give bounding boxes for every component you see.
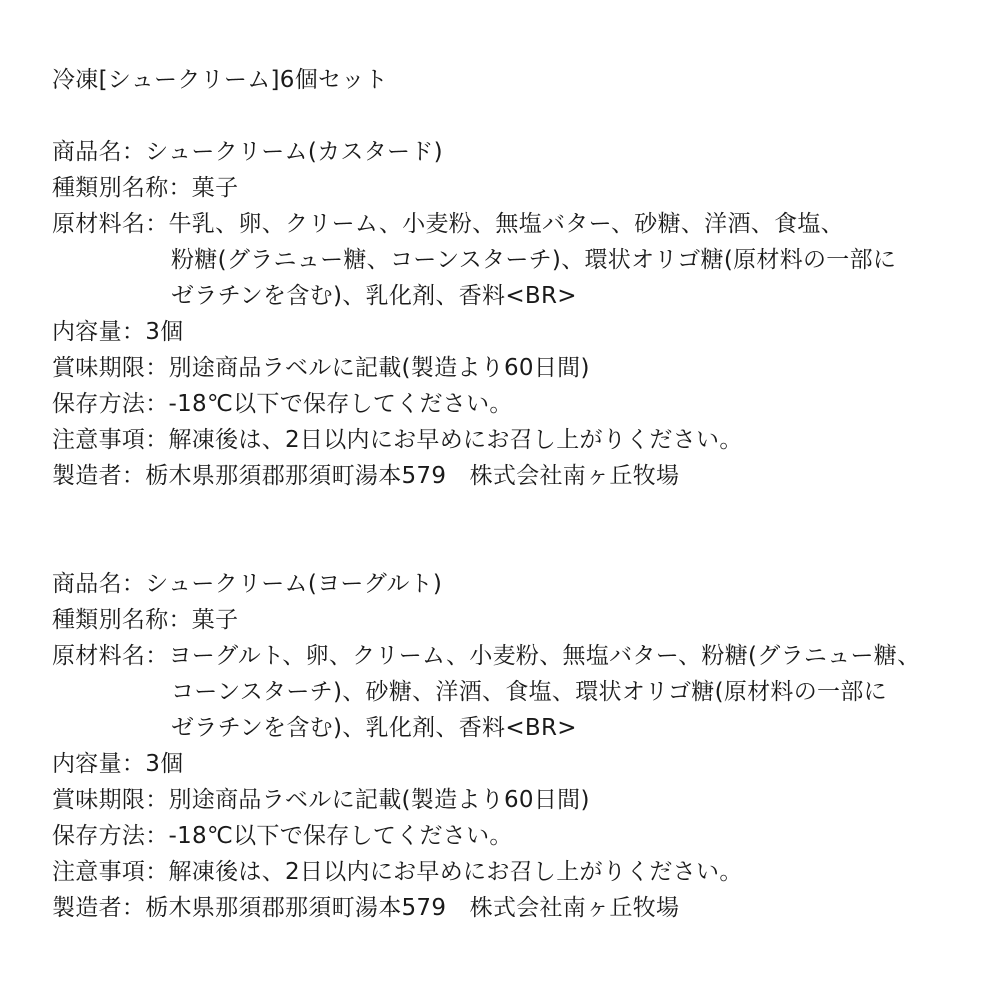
quantity: 内容量：3個 <box>52 751 184 777</box>
category-name: 種類別名称：菓子 <box>52 175 239 201</box>
caution-note: 注意事項：解凍後は、2日以内にお早めにお召し上がりください。 <box>52 859 743 885</box>
storage-method: 保存方法：-18℃以下で保存してください。 <box>52 391 513 417</box>
quantity: 内容量：3個 <box>52 319 184 345</box>
ingredients-line: ゼラチンを含む)、乳化剤、香料<BR> <box>171 283 577 309</box>
manufacturer: 製造者：栃木県那須郡那須町湯本579 株式会社南ヶ丘牧場 <box>52 895 680 921</box>
caution-note: 注意事項：解凍後は、2日以内にお早めにお召し上がりください。 <box>52 427 743 453</box>
category-name: 種類別名称：菓子 <box>52 607 239 633</box>
document-title: 冷凍[シュークリーム]6個セット <box>52 67 388 93</box>
ingredients-line: 粉糖(グラニュー糖、コーンスターチ)、環状オリゴ糖(原材料の一部に <box>171 247 897 273</box>
ingredients-line: ゼラチンを含む)、乳化剤、香料<BR> <box>171 715 577 741</box>
ingredients-line: コーンスターチ)、砂糖、洋酒、食塩、環状オリゴ糖(原材料の一部に <box>171 679 887 705</box>
ingredients-line: 原材料名：牛乳、卵、クリーム、小麦粉、無塩バター、砂糖、洋酒、食塩、 <box>52 211 844 237</box>
best-before: 賞味期限：別途商品ラベルに記載(製造より60日間) <box>52 355 590 381</box>
storage-method: 保存方法：-18℃以下で保存してください。 <box>52 823 513 849</box>
manufacturer: 製造者：栃木県那須郡那須町湯本579 株式会社南ヶ丘牧場 <box>52 463 680 489</box>
product-name: 商品名：シュークリーム(カスタード) <box>52 139 443 165</box>
ingredients-line: 原材料名：ヨーグルト、卵、クリーム、小麦粉、無塩バター、粉糖(グラニュー糖、 <box>52 643 921 669</box>
best-before: 賞味期限：別途商品ラベルに記載(製造より60日間) <box>52 787 590 813</box>
product-name: 商品名：シュークリーム(ヨーグルト) <box>52 571 443 597</box>
